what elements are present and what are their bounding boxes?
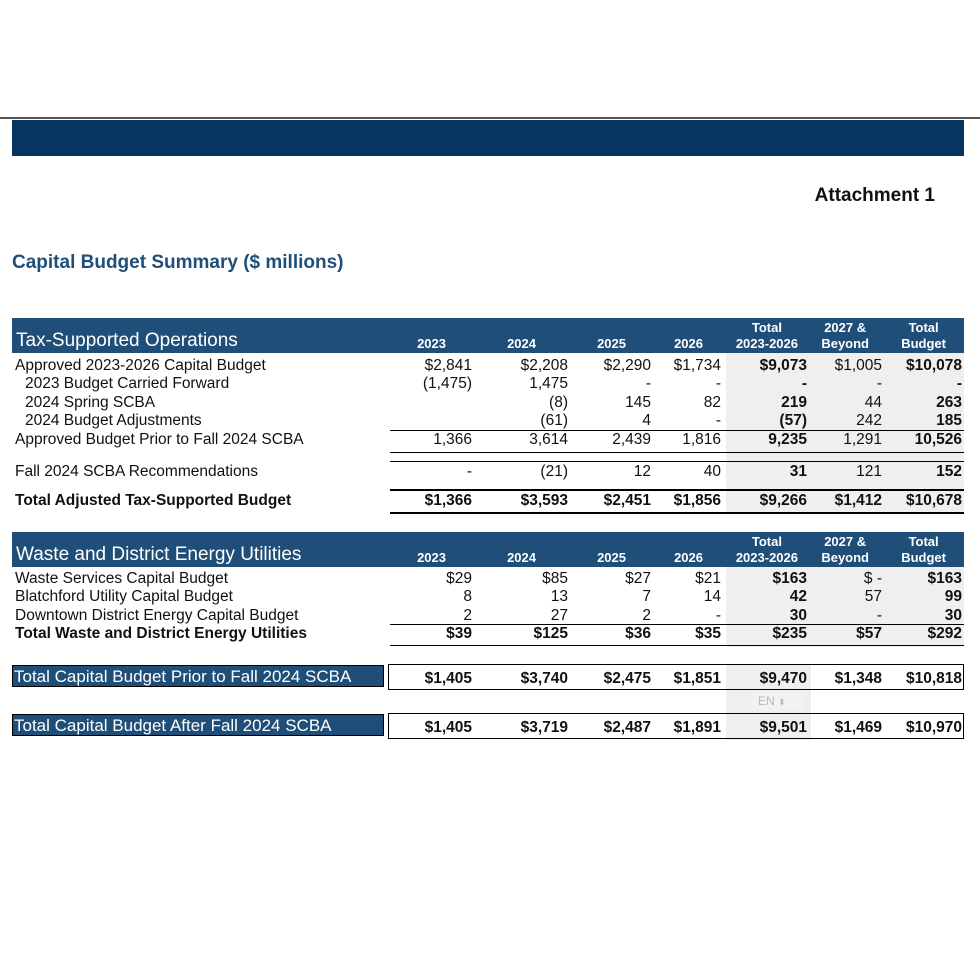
- col-2026: 2026: [674, 336, 703, 351]
- value-cell: $1,412: [834, 492, 882, 509]
- value-cell: $29: [446, 570, 472, 587]
- col-total-2023-2026: Total 2023-2026: [735, 534, 798, 565]
- value-cell: 121: [856, 463, 882, 480]
- value-cell: 2,439: [612, 431, 651, 448]
- value-cell: $3,593: [520, 492, 568, 509]
- divider: [390, 512, 964, 514]
- tax-section-title: Tax-Supported Operations: [16, 330, 238, 351]
- row-label: Downtown District Energy Capital Budget: [15, 607, 299, 624]
- value-cell: $1,005: [834, 357, 882, 374]
- value-cell: 1,366: [433, 431, 472, 448]
- value-cell: 27: [550, 607, 568, 624]
- value-cell: 42: [789, 588, 807, 605]
- value-cell: $2,208: [520, 357, 568, 374]
- value-cell: 2: [642, 607, 651, 624]
- value-cell: 44: [864, 394, 882, 411]
- value-cell: 82: [703, 394, 721, 411]
- value-cell: $21: [695, 570, 721, 587]
- value-cell: 7: [642, 588, 651, 605]
- row-label: Fall 2024 SCBA Recommendations: [15, 463, 258, 480]
- value-cell: $2,841: [424, 357, 472, 374]
- value-cell: -: [956, 375, 962, 392]
- value-cell: 4: [642, 412, 651, 429]
- row-label: Approved 2023-2026 Capital Budget: [15, 357, 266, 374]
- value-cell: 8: [463, 588, 472, 605]
- value-cell: 152: [936, 463, 962, 480]
- value-cell: $35: [695, 625, 721, 642]
- col-2027-beyond: 2027 & Beyond: [821, 320, 869, 351]
- value-cell: 242: [856, 412, 882, 429]
- divider: [390, 452, 964, 453]
- value-cell: 219: [781, 394, 807, 411]
- value-cell: 40: [703, 463, 721, 480]
- language-indicator[interactable]: EN ⬍: [752, 692, 804, 710]
- value-cell: 12: [633, 463, 651, 480]
- value-cell: 263: [936, 394, 962, 411]
- value-cell: $9,073: [759, 357, 807, 374]
- row-label: Waste Services Capital Budget: [15, 570, 229, 587]
- value-cell: $57: [856, 625, 882, 642]
- value-cell: $3,719: [520, 719, 568, 736]
- col-2027-beyond: 2027 & Beyond: [821, 534, 869, 565]
- value-cell: 1,291: [843, 431, 882, 448]
- value-cell: $2,475: [603, 670, 651, 687]
- value-cell: 14: [703, 588, 721, 605]
- col-2024: 2024: [507, 336, 536, 351]
- value-cell: $1,366: [424, 492, 472, 509]
- value-cell: 10,526: [914, 431, 962, 448]
- value-cell: $163: [927, 570, 962, 587]
- value-cell: -: [715, 412, 721, 429]
- col-2023: 2023: [417, 550, 446, 565]
- value-cell: 2: [463, 607, 472, 624]
- value-cell: $9,501: [759, 719, 807, 736]
- value-cell: 9,235: [768, 431, 807, 448]
- attachment-label: Attachment 1: [814, 185, 935, 206]
- col-total-budget: Total Budget: [901, 320, 946, 351]
- value-cell: (1,475): [422, 375, 472, 392]
- value-cell: 1,816: [682, 431, 721, 448]
- row-label-total: Total Waste and District Energy Utilities: [15, 625, 307, 642]
- value-cell: 30: [944, 607, 962, 624]
- value-cell: 1,475: [529, 375, 568, 392]
- col-total-budget: Total Budget: [901, 534, 946, 565]
- row-label: 2024 Spring SCBA: [25, 394, 156, 411]
- value-cell: $125: [533, 625, 568, 642]
- value-cell: $163: [772, 570, 807, 587]
- value-cell: 57: [864, 588, 882, 605]
- value-cell: $36: [625, 625, 651, 642]
- divider: [390, 461, 964, 462]
- value-cell: $1,348: [834, 670, 882, 687]
- value-cell: $2,290: [603, 357, 651, 374]
- value-cell: $2,487: [603, 719, 651, 736]
- tax-section-header: [12, 318, 964, 353]
- value-cell: $1,405: [424, 719, 472, 736]
- value-cell: (61): [540, 412, 568, 429]
- value-cell: $3,740: [520, 670, 568, 687]
- col-2026: 2026: [674, 550, 703, 565]
- total-after-label: Total Capital Budget After Fall 2024 SCBA: [12, 714, 384, 736]
- value-cell: $27: [625, 570, 651, 587]
- col-2023: 2023: [417, 336, 446, 351]
- value-cell: $10,678: [905, 492, 962, 509]
- value-cell: $1,469: [834, 719, 882, 736]
- value-cell: $1,891: [673, 719, 721, 736]
- value-cell: -: [715, 607, 721, 624]
- value-cell: $1,851: [673, 670, 721, 687]
- col-2024: 2024: [507, 550, 536, 565]
- row-label: 2024 Budget Adjustments: [25, 412, 202, 429]
- value-cell: 13: [550, 588, 568, 605]
- value-cell: (8): [549, 394, 568, 411]
- header-banner: [12, 120, 964, 156]
- value-cell: $ -: [863, 570, 882, 587]
- value-cell: $1,405: [424, 670, 472, 687]
- value-cell: 30: [789, 607, 807, 624]
- divider: [390, 489, 964, 491]
- value-cell: $2,451: [603, 492, 651, 509]
- value-cell: $1,856: [673, 492, 721, 509]
- value-cell: 3,614: [529, 431, 568, 448]
- value-cell: -: [466, 463, 472, 480]
- value-cell: (21): [540, 463, 568, 480]
- value-cell: -: [801, 375, 807, 392]
- col-total-2023-2026: Total 2023-2026: [735, 320, 798, 351]
- value-cell: $9,266: [759, 492, 807, 509]
- value-cell: 145: [625, 394, 651, 411]
- value-cell: -: [645, 375, 651, 392]
- col-2025: 2025: [597, 336, 626, 351]
- col-2025: 2025: [597, 550, 626, 565]
- value-cell: (57): [779, 412, 807, 429]
- value-cell: $235: [772, 625, 807, 642]
- waste-section-header: [12, 532, 964, 567]
- row-label: Blatchford Utility Capital Budget: [15, 588, 233, 605]
- value-cell: 31: [789, 463, 807, 480]
- total-prior-label: Total Capital Budget Prior to Fall 2024 SCBA: [12, 665, 384, 687]
- row-label-total: Total Adjusted Tax-Supported Budget: [15, 492, 292, 509]
- value-cell: $10,818: [905, 670, 962, 687]
- value-cell: -: [876, 375, 882, 392]
- waste-section-title: Waste and District Energy Utilities: [16, 544, 302, 565]
- page-title: Capital Budget Summary ($ millions): [12, 252, 344, 273]
- value-cell: -: [715, 375, 721, 392]
- value-cell: $39: [446, 625, 472, 642]
- value-cell: $85: [542, 570, 568, 587]
- value-cell: $9,470: [759, 670, 807, 687]
- value-cell: $10,970: [905, 719, 962, 736]
- row-label: 2023 Budget Carried Forward: [25, 375, 230, 392]
- value-cell: $10,078: [905, 357, 962, 374]
- value-cell: $1,734: [673, 357, 721, 374]
- value-cell: 99: [944, 588, 962, 605]
- value-cell: -: [876, 607, 882, 624]
- row-label: Approved Budget Prior to Fall 2024 SCBA: [15, 431, 304, 448]
- top-rule: [0, 117, 980, 119]
- divider: [390, 645, 964, 646]
- spinner-icon: ⬍: [778, 697, 786, 707]
- value-cell: $292: [927, 625, 962, 642]
- value-cell: 185: [936, 412, 962, 429]
